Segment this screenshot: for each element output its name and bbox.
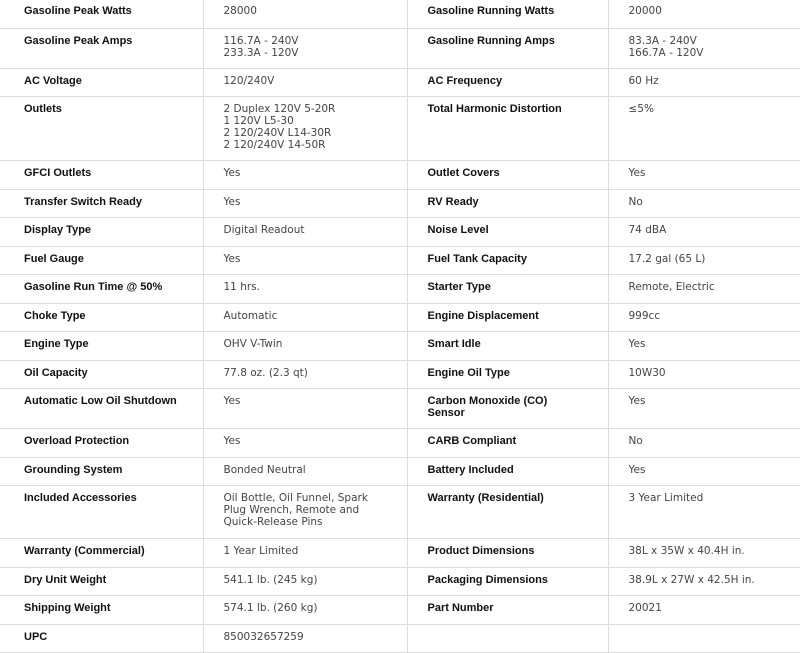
spec-value: 28000 [203, 0, 407, 28]
spec-label: Product Dimensions [407, 538, 608, 567]
table-row [0, 0, 800, 28]
spec-value: 11 hrs. [203, 274, 407, 303]
spec-label: Gasoline Peak Amps [0, 28, 203, 68]
spec-label: Shipping Weight [0, 595, 203, 624]
spec-label: Dry Unit Weight [0, 567, 203, 595]
spec-value: 74 dBA [608, 217, 800, 246]
table-row [0, 538, 800, 567]
spec-value: Yes [203, 428, 407, 457]
spec-value: 2 Duplex 120V 5-20R 1 120V L5-30 2 120/240V L14-30R 2 120/240V 14-50R [203, 96, 407, 160]
table-row [0, 68, 800, 96]
spec-value: No [608, 189, 800, 217]
table-row [0, 160, 800, 189]
spec-label: Packaging Dimensions [407, 567, 608, 595]
spec-value: 10W30 [608, 360, 800, 388]
spec-label: Starter Type [407, 274, 608, 303]
table-row [0, 428, 800, 457]
spec-label: AC Voltage [0, 68, 203, 96]
table-row [0, 96, 800, 160]
spec-value: 38.9L x 27W x 42.5H in. [608, 567, 800, 595]
spec-label: Noise Level [407, 217, 608, 246]
spec-label: Warranty (Residential) [407, 485, 608, 538]
table-row [0, 331, 800, 360]
spec-label: RV Ready [407, 189, 608, 217]
table-row [0, 303, 800, 331]
spec-value: Oil Bottle, Oil Funnel, Spark Plug Wrench, Remote and Quick-Release Pins [203, 485, 407, 538]
spec-label: GFCI Outlets [0, 160, 203, 189]
spec-value: 850032657259 [203, 624, 407, 652]
spec-label: Engine Type [0, 331, 203, 360]
spec-value: Yes [203, 246, 407, 274]
spec-label: Gasoline Peak Watts [0, 0, 203, 28]
spec-label: Fuel Gauge [0, 246, 203, 274]
spec-value: Yes [608, 160, 800, 189]
spec-label: Warranty (Commercial) [0, 538, 203, 567]
spec-label: Included Accessories [0, 485, 203, 538]
table-row [0, 246, 800, 274]
spec-value: Yes [608, 388, 800, 428]
table-row [0, 624, 800, 652]
spec-label: Outlet Covers [407, 160, 608, 189]
spec-value: 541.1 lb. (245 kg) [203, 567, 407, 595]
table-row [0, 360, 800, 388]
spec-value: 1 Year Limited [203, 538, 407, 567]
spec-value: 574.1 lb. (260 kg) [203, 595, 407, 624]
spec-label: Automatic Low Oil Shutdown [0, 388, 203, 428]
spec-value: 999cc [608, 303, 800, 331]
table-row [0, 595, 800, 624]
spec-value: No [608, 428, 800, 457]
spec-label: Choke Type [0, 303, 203, 331]
spec-value: ≤5% [608, 96, 800, 160]
spec-value: Bonded Neutral [203, 457, 407, 485]
spec-value: 120/240V [203, 68, 407, 96]
table-row [0, 274, 800, 303]
spec-value: 116.7A - 240V 233.3A - 120V [203, 28, 407, 68]
spec-label: Battery Included [407, 457, 608, 485]
spec-value: Digital Readout [203, 217, 407, 246]
table-row [0, 217, 800, 246]
spec-label: Fuel Tank Capacity [407, 246, 608, 274]
spec-value: 3 Year Limited [608, 485, 800, 538]
spec-value: 20000 [608, 0, 800, 28]
spec-label: Carbon Monoxide (CO) Sensor [407, 388, 608, 428]
spec-value: Automatic [203, 303, 407, 331]
spec-value: 17.2 gal (65 L) [608, 246, 800, 274]
table-row [0, 28, 800, 68]
table-row [0, 189, 800, 217]
spec-value: 20021 [608, 595, 800, 624]
spec-label [407, 624, 608, 652]
table-row [0, 457, 800, 485]
spec-value: 38L x 35W x 40.4H in. [608, 538, 800, 567]
spec-label: Part Number [407, 595, 608, 624]
spec-value: 77.8 oz. (2.3 qt) [203, 360, 407, 388]
spec-label: Smart Idle [407, 331, 608, 360]
spec-label: Transfer Switch Ready [0, 189, 203, 217]
spec-value: Yes [203, 160, 407, 189]
spec-label: Grounding System [0, 457, 203, 485]
table-row [0, 485, 800, 538]
table-row [0, 388, 800, 428]
spec-label: Gasoline Running Amps [407, 28, 608, 68]
spec-label: Outlets [0, 96, 203, 160]
spec-label: Gasoline Running Watts [407, 0, 608, 28]
spec-value: Remote, Electric [608, 274, 800, 303]
spec-label: Overload Protection [0, 428, 203, 457]
spec-label: Engine Displacement [407, 303, 608, 331]
spec-value: Yes [203, 388, 407, 428]
spec-value [608, 624, 800, 652]
spec-value: 83.3A - 240V 166.7A - 120V [608, 28, 800, 68]
spec-label: AC Frequency [407, 68, 608, 96]
spec-label: CARB Compliant [407, 428, 608, 457]
spec-value: OHV V-Twin [203, 331, 407, 360]
spec-label: Total Harmonic Distortion [407, 96, 608, 160]
spec-label: Display Type [0, 217, 203, 246]
table-row [0, 567, 800, 595]
spec-label: Oil Capacity [0, 360, 203, 388]
spec-value: Yes [608, 457, 800, 485]
spec-label: Gasoline Run Time @ 50% [0, 274, 203, 303]
spec-value: Yes [608, 331, 800, 360]
spec-label: UPC [0, 624, 203, 652]
spec-label: Engine Oil Type [407, 360, 608, 388]
spec-value: 60 Hz [608, 68, 800, 96]
spec-value: Yes [203, 189, 407, 217]
